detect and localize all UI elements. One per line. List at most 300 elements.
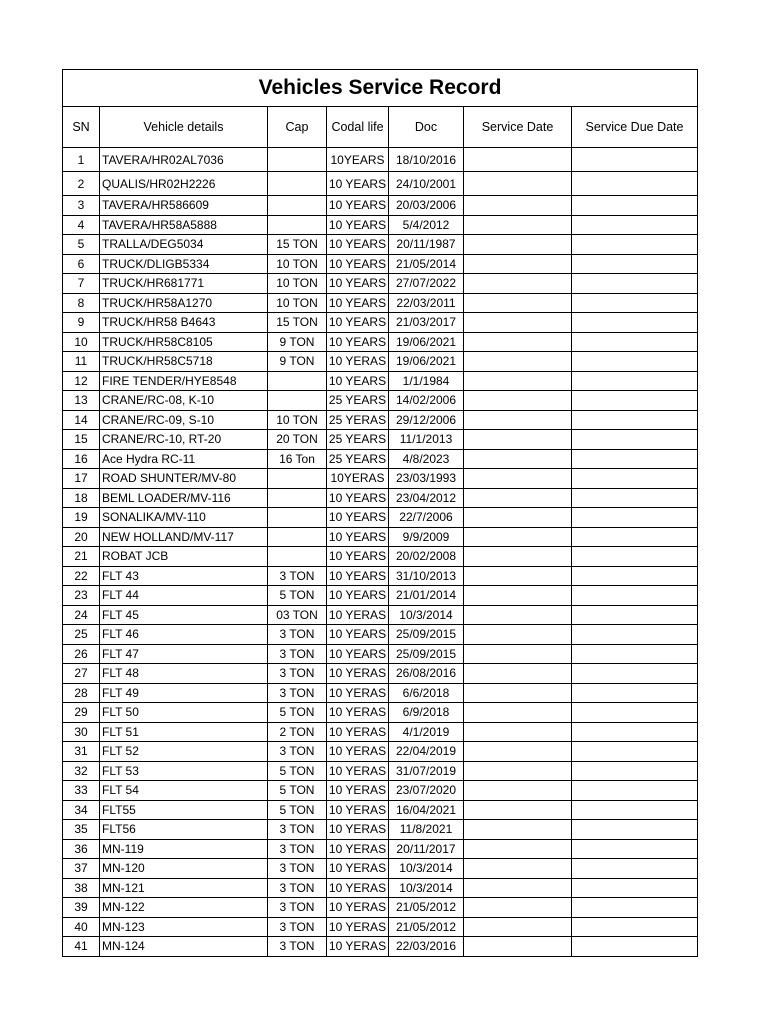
row-vehicle-cell: ROAD SHUNTER/MV-80	[100, 469, 268, 489]
row-vehicle-cell: TRUCK/HR58C5718	[100, 352, 268, 372]
row-codal-life-cell: 10 YEARS	[327, 488, 389, 508]
row-sn-cell: 25	[63, 625, 100, 645]
table-row	[63, 566, 698, 586]
row-doc-cell: 19/06/2021	[389, 332, 464, 352]
row-sn-cell: 22	[63, 566, 100, 586]
row-service-due-date-cell	[572, 703, 698, 723]
row-sn-cell: 24	[63, 605, 100, 625]
row-cap-cell: 3 TON	[268, 742, 327, 762]
row-service-date-cell	[464, 332, 572, 352]
row-vehicle-cell: FLT 50	[100, 703, 268, 723]
row-cap-cell: 16 Ton	[268, 449, 327, 469]
row-doc-cell: 10/3/2014	[389, 878, 464, 898]
table-row	[63, 391, 698, 411]
table-row	[63, 683, 698, 703]
row-service-date-cell	[464, 527, 572, 547]
row-service-date-cell	[464, 410, 572, 430]
row-vehicle-cell: TRUCK/HR58A1270	[100, 293, 268, 313]
row-sn-cell: 7	[63, 274, 100, 294]
row-service-due-date-cell	[572, 293, 698, 313]
row-service-date-cell	[464, 148, 572, 172]
row-vehicle-cell: MN-121	[100, 878, 268, 898]
row-service-date-cell	[464, 293, 572, 313]
row-vehicle-cell: FLT56	[100, 820, 268, 840]
row-doc-cell: 23/04/2012	[389, 488, 464, 508]
row-codal-life-cell: 10 YERAS	[327, 800, 389, 820]
row-doc-cell: 21/05/2012	[389, 917, 464, 937]
table-row	[63, 215, 698, 235]
row-service-due-date-cell	[572, 172, 698, 196]
row-service-date-cell	[464, 196, 572, 216]
table-row	[63, 937, 698, 957]
row-service-date-cell	[464, 274, 572, 294]
row-service-date-cell	[464, 781, 572, 801]
row-service-due-date-cell	[572, 664, 698, 684]
row-vehicle-cell: TRUCK/HR681771	[100, 274, 268, 294]
row-service-due-date-cell	[572, 859, 698, 879]
row-sn-cell: 23	[63, 586, 100, 606]
row-cap-cell: 9 TON	[268, 332, 327, 352]
row-doc-cell: 27/07/2022	[389, 274, 464, 294]
row-sn-cell: 4	[63, 215, 100, 235]
row-service-due-date-cell	[572, 410, 698, 430]
row-sn-cell: 15	[63, 430, 100, 450]
row-codal-life-cell: 10 YERAS	[327, 917, 389, 937]
table-row	[63, 313, 698, 333]
row-cap-cell: 3 TON	[268, 859, 327, 879]
row-service-due-date-cell	[572, 917, 698, 937]
row-codal-life-cell: 25 YEARS	[327, 391, 389, 411]
row-service-date-cell	[464, 371, 572, 391]
table-row	[63, 703, 698, 723]
row-service-date-cell	[464, 566, 572, 586]
row-service-due-date-cell	[572, 781, 698, 801]
row-service-date-cell	[464, 722, 572, 742]
row-vehicle-cell: NEW HOLLAND/MV-117	[100, 527, 268, 547]
row-cap-cell: 03 TON	[268, 605, 327, 625]
row-cap-cell: 3 TON	[268, 917, 327, 937]
table-row	[63, 664, 698, 684]
row-cap-cell: 15 TON	[268, 313, 327, 333]
row-service-due-date-cell	[572, 527, 698, 547]
row-codal-life-cell: 10 YEARS	[327, 196, 389, 216]
column-header-service-date: Service Date	[464, 107, 572, 148]
row-doc-cell: 20/11/1987	[389, 235, 464, 255]
row-service-date-cell	[464, 215, 572, 235]
row-doc-cell: 4/1/2019	[389, 722, 464, 742]
row-cap-cell: 10 TON	[268, 293, 327, 313]
row-service-date-cell	[464, 664, 572, 684]
row-codal-life-cell: 10 YEARS	[327, 215, 389, 235]
row-doc-cell: 11/1/2013	[389, 430, 464, 450]
row-service-due-date-cell	[572, 352, 698, 372]
row-doc-cell: 31/10/2013	[389, 566, 464, 586]
row-cap-cell	[268, 371, 327, 391]
row-vehicle-cell: FLT 46	[100, 625, 268, 645]
row-service-due-date-cell	[572, 469, 698, 489]
row-sn-cell: 37	[63, 859, 100, 879]
row-sn-cell: 29	[63, 703, 100, 723]
table-row	[63, 371, 698, 391]
row-service-date-cell	[464, 352, 572, 372]
row-sn-cell: 34	[63, 800, 100, 820]
table-row	[63, 839, 698, 859]
row-doc-cell: 21/05/2012	[389, 898, 464, 918]
row-vehicle-cell: SONALIKA/MV-110	[100, 508, 268, 528]
row-codal-life-cell: 10 YERAS	[327, 898, 389, 918]
row-vehicle-cell: FLT 51	[100, 722, 268, 742]
table-row	[63, 148, 698, 172]
row-service-date-cell	[464, 878, 572, 898]
column-header-service-due-date: Service Due Date	[572, 107, 698, 148]
row-doc-cell: 25/09/2015	[389, 625, 464, 645]
row-codal-life-cell: 10 YERAS	[327, 703, 389, 723]
table-row	[63, 332, 698, 352]
row-service-date-cell	[464, 703, 572, 723]
row-service-date-cell	[464, 430, 572, 450]
row-service-date-cell	[464, 547, 572, 567]
row-doc-cell: 21/05/2014	[389, 254, 464, 274]
row-cap-cell: 9 TON	[268, 352, 327, 372]
row-sn-cell: 20	[63, 527, 100, 547]
row-codal-life-cell: 10 YEARS	[327, 547, 389, 567]
row-doc-cell: 1/1/1984	[389, 371, 464, 391]
row-vehicle-cell: Ace Hydra RC-11	[100, 449, 268, 469]
row-vehicle-cell: CRANE/RC-09, S-10	[100, 410, 268, 430]
row-cap-cell: 5 TON	[268, 586, 327, 606]
row-doc-cell: 22/7/2006	[389, 508, 464, 528]
row-service-due-date-cell	[572, 644, 698, 664]
table-row	[63, 547, 698, 567]
row-service-date-cell	[464, 800, 572, 820]
row-codal-life-cell: 10 YEARS	[327, 293, 389, 313]
row-codal-life-cell: 10 YEARS	[327, 566, 389, 586]
row-doc-cell: 31/07/2019	[389, 761, 464, 781]
row-sn-cell: 40	[63, 917, 100, 937]
row-doc-cell: 20/02/2008	[389, 547, 464, 567]
row-sn-cell: 19	[63, 508, 100, 528]
row-codal-life-cell: 10 YERAS	[327, 839, 389, 859]
row-vehicle-cell: FLT 45	[100, 605, 268, 625]
row-sn-cell: 5	[63, 235, 100, 255]
row-service-date-cell	[464, 488, 572, 508]
column-header-codal-life: Codal life	[327, 107, 389, 148]
row-codal-life-cell: 10 YERAS	[327, 605, 389, 625]
table-row	[63, 586, 698, 606]
row-sn-cell: 32	[63, 761, 100, 781]
row-cap-cell: 5 TON	[268, 800, 327, 820]
row-codal-life-cell: 10 YERAS	[327, 937, 389, 957]
row-vehicle-cell: TAVERA/HR02AL7036	[100, 148, 268, 172]
row-service-due-date-cell	[572, 215, 698, 235]
row-codal-life-cell: 10 YEARS	[327, 235, 389, 255]
row-sn-cell: 14	[63, 410, 100, 430]
row-codal-life-cell: 10 YEARS	[327, 527, 389, 547]
table-row	[63, 878, 698, 898]
row-cap-cell	[268, 196, 327, 216]
row-service-due-date-cell	[572, 371, 698, 391]
table-row	[63, 742, 698, 762]
row-service-date-cell	[464, 937, 572, 957]
row-cap-cell: 3 TON	[268, 937, 327, 957]
row-vehicle-cell: FIRE TENDER/HYE8548	[100, 371, 268, 391]
row-cap-cell	[268, 488, 327, 508]
row-cap-cell	[268, 508, 327, 528]
row-codal-life-cell: 10YERAS	[327, 469, 389, 489]
row-sn-cell: 9	[63, 313, 100, 333]
row-service-date-cell	[464, 235, 572, 255]
row-service-date-cell	[464, 820, 572, 840]
row-service-due-date-cell	[572, 449, 698, 469]
row-cap-cell: 5 TON	[268, 761, 327, 781]
row-service-due-date-cell	[572, 566, 698, 586]
row-vehicle-cell: CRANE/RC-10, RT-20	[100, 430, 268, 450]
row-doc-cell: 21/03/2017	[389, 313, 464, 333]
row-doc-cell: 5/4/2012	[389, 215, 464, 235]
row-codal-life-cell: 10 YERAS	[327, 722, 389, 742]
table-row	[63, 859, 698, 879]
row-service-date-cell	[464, 898, 572, 918]
row-doc-cell: 29/12/2006	[389, 410, 464, 430]
row-service-date-cell	[464, 761, 572, 781]
row-cap-cell: 10 TON	[268, 410, 327, 430]
column-header-vehicle-details: Vehicle details	[100, 107, 268, 148]
row-cap-cell: 3 TON	[268, 820, 327, 840]
table-row	[63, 722, 698, 742]
row-service-date-cell	[464, 172, 572, 196]
row-vehicle-cell: TRUCK/HR58 B4643	[100, 313, 268, 333]
row-vehicle-cell: FLT 48	[100, 664, 268, 684]
row-service-due-date-cell	[572, 761, 698, 781]
row-service-due-date-cell	[572, 898, 698, 918]
row-service-date-cell	[464, 391, 572, 411]
table-row	[63, 488, 698, 508]
row-service-due-date-cell	[572, 313, 698, 333]
row-service-due-date-cell	[572, 878, 698, 898]
row-sn-cell: 28	[63, 683, 100, 703]
row-service-due-date-cell	[572, 235, 698, 255]
row-doc-cell: 23/03/1993	[389, 469, 464, 489]
row-codal-life-cell: 10 YERAS	[327, 742, 389, 762]
table-row	[63, 781, 698, 801]
row-service-due-date-cell	[572, 742, 698, 762]
row-codal-life-cell: 10YEARS	[327, 148, 389, 172]
row-cap-cell: 3 TON	[268, 644, 327, 664]
row-service-due-date-cell	[572, 586, 698, 606]
row-doc-cell: 16/04/2021	[389, 800, 464, 820]
row-codal-life-cell: 10 YERAS	[327, 352, 389, 372]
table-row	[63, 254, 698, 274]
row-sn-cell: 12	[63, 371, 100, 391]
table-row	[63, 352, 698, 372]
row-service-due-date-cell	[572, 800, 698, 820]
row-cap-cell	[268, 215, 327, 235]
row-sn-cell: 1	[63, 148, 100, 172]
row-cap-cell	[268, 391, 327, 411]
row-service-date-cell	[464, 449, 572, 469]
row-sn-cell: 31	[63, 742, 100, 762]
row-service-due-date-cell	[572, 196, 698, 216]
row-service-due-date-cell	[572, 839, 698, 859]
row-vehicle-cell: TRUCK/HR58C8105	[100, 332, 268, 352]
row-doc-cell: 22/03/2011	[389, 293, 464, 313]
table-row	[63, 527, 698, 547]
table-row	[63, 430, 698, 450]
row-cap-cell: 2 TON	[268, 722, 327, 742]
row-service-due-date-cell	[572, 391, 698, 411]
row-service-due-date-cell	[572, 274, 698, 294]
row-doc-cell: 22/03/2016	[389, 937, 464, 957]
row-doc-cell: 10/3/2014	[389, 605, 464, 625]
row-service-due-date-cell	[572, 430, 698, 450]
row-codal-life-cell: 10 YERAS	[327, 859, 389, 879]
table-row	[63, 917, 698, 937]
table-row	[63, 274, 698, 294]
row-codal-life-cell: 10 YEARS	[327, 274, 389, 294]
row-codal-life-cell: 10 YEARS	[327, 586, 389, 606]
row-doc-cell: 14/02/2006	[389, 391, 464, 411]
row-vehicle-cell: FLT 54	[100, 781, 268, 801]
row-service-date-cell	[464, 683, 572, 703]
row-codal-life-cell: 10 YERAS	[327, 683, 389, 703]
row-sn-cell: 33	[63, 781, 100, 801]
table-row	[63, 508, 698, 528]
row-sn-cell: 26	[63, 644, 100, 664]
table-row	[63, 293, 698, 313]
row-codal-life-cell: 25 YEARS	[327, 449, 389, 469]
row-sn-cell: 41	[63, 937, 100, 957]
row-cap-cell: 3 TON	[268, 683, 327, 703]
row-service-date-cell	[464, 839, 572, 859]
row-cap-cell	[268, 469, 327, 489]
row-vehicle-cell: ROBAT JCB	[100, 547, 268, 567]
row-doc-cell: 26/08/2016	[389, 664, 464, 684]
row-codal-life-cell: 10 YEARS	[327, 644, 389, 664]
row-sn-cell: 6	[63, 254, 100, 274]
row-sn-cell: 17	[63, 469, 100, 489]
row-service-due-date-cell	[572, 332, 698, 352]
row-doc-cell: 22/04/2019	[389, 742, 464, 762]
row-sn-cell: 36	[63, 839, 100, 859]
row-doc-cell: 9/9/2009	[389, 527, 464, 547]
row-cap-cell	[268, 172, 327, 196]
row-service-date-cell	[464, 644, 572, 664]
table-row	[63, 625, 698, 645]
column-header-sn: SN	[63, 107, 100, 148]
row-service-due-date-cell	[572, 508, 698, 528]
row-vehicle-cell: FLT 43	[100, 566, 268, 586]
row-codal-life-cell: 10 YEARS	[327, 371, 389, 391]
row-sn-cell: 38	[63, 878, 100, 898]
row-codal-life-cell: 10 YEARS	[327, 313, 389, 333]
row-vehicle-cell: FLT 52	[100, 742, 268, 762]
row-service-date-cell	[464, 313, 572, 333]
row-doc-cell: 6/6/2018	[389, 683, 464, 703]
row-vehicle-cell: MN-124	[100, 937, 268, 957]
row-doc-cell: 24/10/2001	[389, 172, 464, 196]
row-cap-cell: 5 TON	[268, 703, 327, 723]
row-cap-cell: 5 TON	[268, 781, 327, 801]
page-title: Vehicles Service Record	[63, 70, 698, 107]
table-row	[63, 410, 698, 430]
row-doc-cell: 19/06/2021	[389, 352, 464, 372]
row-cap-cell	[268, 148, 327, 172]
row-vehicle-cell: TAVERA/HR586609	[100, 196, 268, 216]
row-cap-cell: 3 TON	[268, 664, 327, 684]
row-cap-cell	[268, 527, 327, 547]
row-vehicle-cell: TAVERA/HR58A5888	[100, 215, 268, 235]
table-body	[63, 148, 698, 957]
row-service-due-date-cell	[572, 488, 698, 508]
table-row	[63, 605, 698, 625]
row-sn-cell: 39	[63, 898, 100, 918]
row-codal-life-cell: 10 YEARS	[327, 172, 389, 196]
row-sn-cell: 18	[63, 488, 100, 508]
row-sn-cell: 21	[63, 547, 100, 567]
row-vehicle-cell: MN-119	[100, 839, 268, 859]
row-vehicle-cell: FLT 47	[100, 644, 268, 664]
row-doc-cell: 20/11/2017	[389, 839, 464, 859]
row-codal-life-cell: 10 YERAS	[327, 820, 389, 840]
row-vehicle-cell: TRUCK/DLIGB5334	[100, 254, 268, 274]
row-doc-cell: 11/8/2021	[389, 820, 464, 840]
row-vehicle-cell: QUALIS/HR02H2226	[100, 172, 268, 196]
table-row	[63, 761, 698, 781]
row-service-due-date-cell	[572, 683, 698, 703]
row-doc-cell: 18/10/2016	[389, 148, 464, 172]
row-codal-life-cell: 10 YEARS	[327, 508, 389, 528]
row-service-due-date-cell	[572, 605, 698, 625]
row-sn-cell: 3	[63, 196, 100, 216]
row-vehicle-cell: MN-120	[100, 859, 268, 879]
row-service-date-cell	[464, 586, 572, 606]
row-codal-life-cell: 10 YERAS	[327, 878, 389, 898]
row-doc-cell: 21/01/2014	[389, 586, 464, 606]
row-doc-cell: 6/9/2018	[389, 703, 464, 723]
row-service-date-cell	[464, 605, 572, 625]
row-codal-life-cell: 10 YERAS	[327, 664, 389, 684]
row-vehicle-cell: FLT 53	[100, 761, 268, 781]
row-service-date-cell	[464, 508, 572, 528]
row-vehicle-cell: FLT 49	[100, 683, 268, 703]
table-row	[63, 449, 698, 469]
row-codal-life-cell: 10 YERAS	[327, 761, 389, 781]
row-service-date-cell	[464, 859, 572, 879]
row-codal-life-cell: 25 YEARS	[327, 430, 389, 450]
row-service-due-date-cell	[572, 148, 698, 172]
row-vehicle-cell: BEML LOADER/MV-116	[100, 488, 268, 508]
row-sn-cell: 2	[63, 172, 100, 196]
row-vehicle-cell: FLT55	[100, 800, 268, 820]
row-sn-cell: 35	[63, 820, 100, 840]
row-cap-cell: 3 TON	[268, 625, 327, 645]
row-service-due-date-cell	[572, 722, 698, 742]
row-codal-life-cell: 10 YERAS	[327, 781, 389, 801]
table-row	[63, 235, 698, 255]
row-vehicle-cell: CRANE/RC-08, K-10	[100, 391, 268, 411]
row-service-due-date-cell	[572, 547, 698, 567]
row-codal-life-cell: 10 YEARS	[327, 625, 389, 645]
row-doc-cell: 10/3/2014	[389, 859, 464, 879]
row-cap-cell: 15 TON	[268, 235, 327, 255]
row-doc-cell: 4/8/2023	[389, 449, 464, 469]
row-service-date-cell	[464, 742, 572, 762]
row-vehicle-cell: MN-122	[100, 898, 268, 918]
row-sn-cell: 13	[63, 391, 100, 411]
row-vehicle-cell: FLT 44	[100, 586, 268, 606]
row-cap-cell: 3 TON	[268, 898, 327, 918]
row-vehicle-cell: TRALLA/DEG5034	[100, 235, 268, 255]
